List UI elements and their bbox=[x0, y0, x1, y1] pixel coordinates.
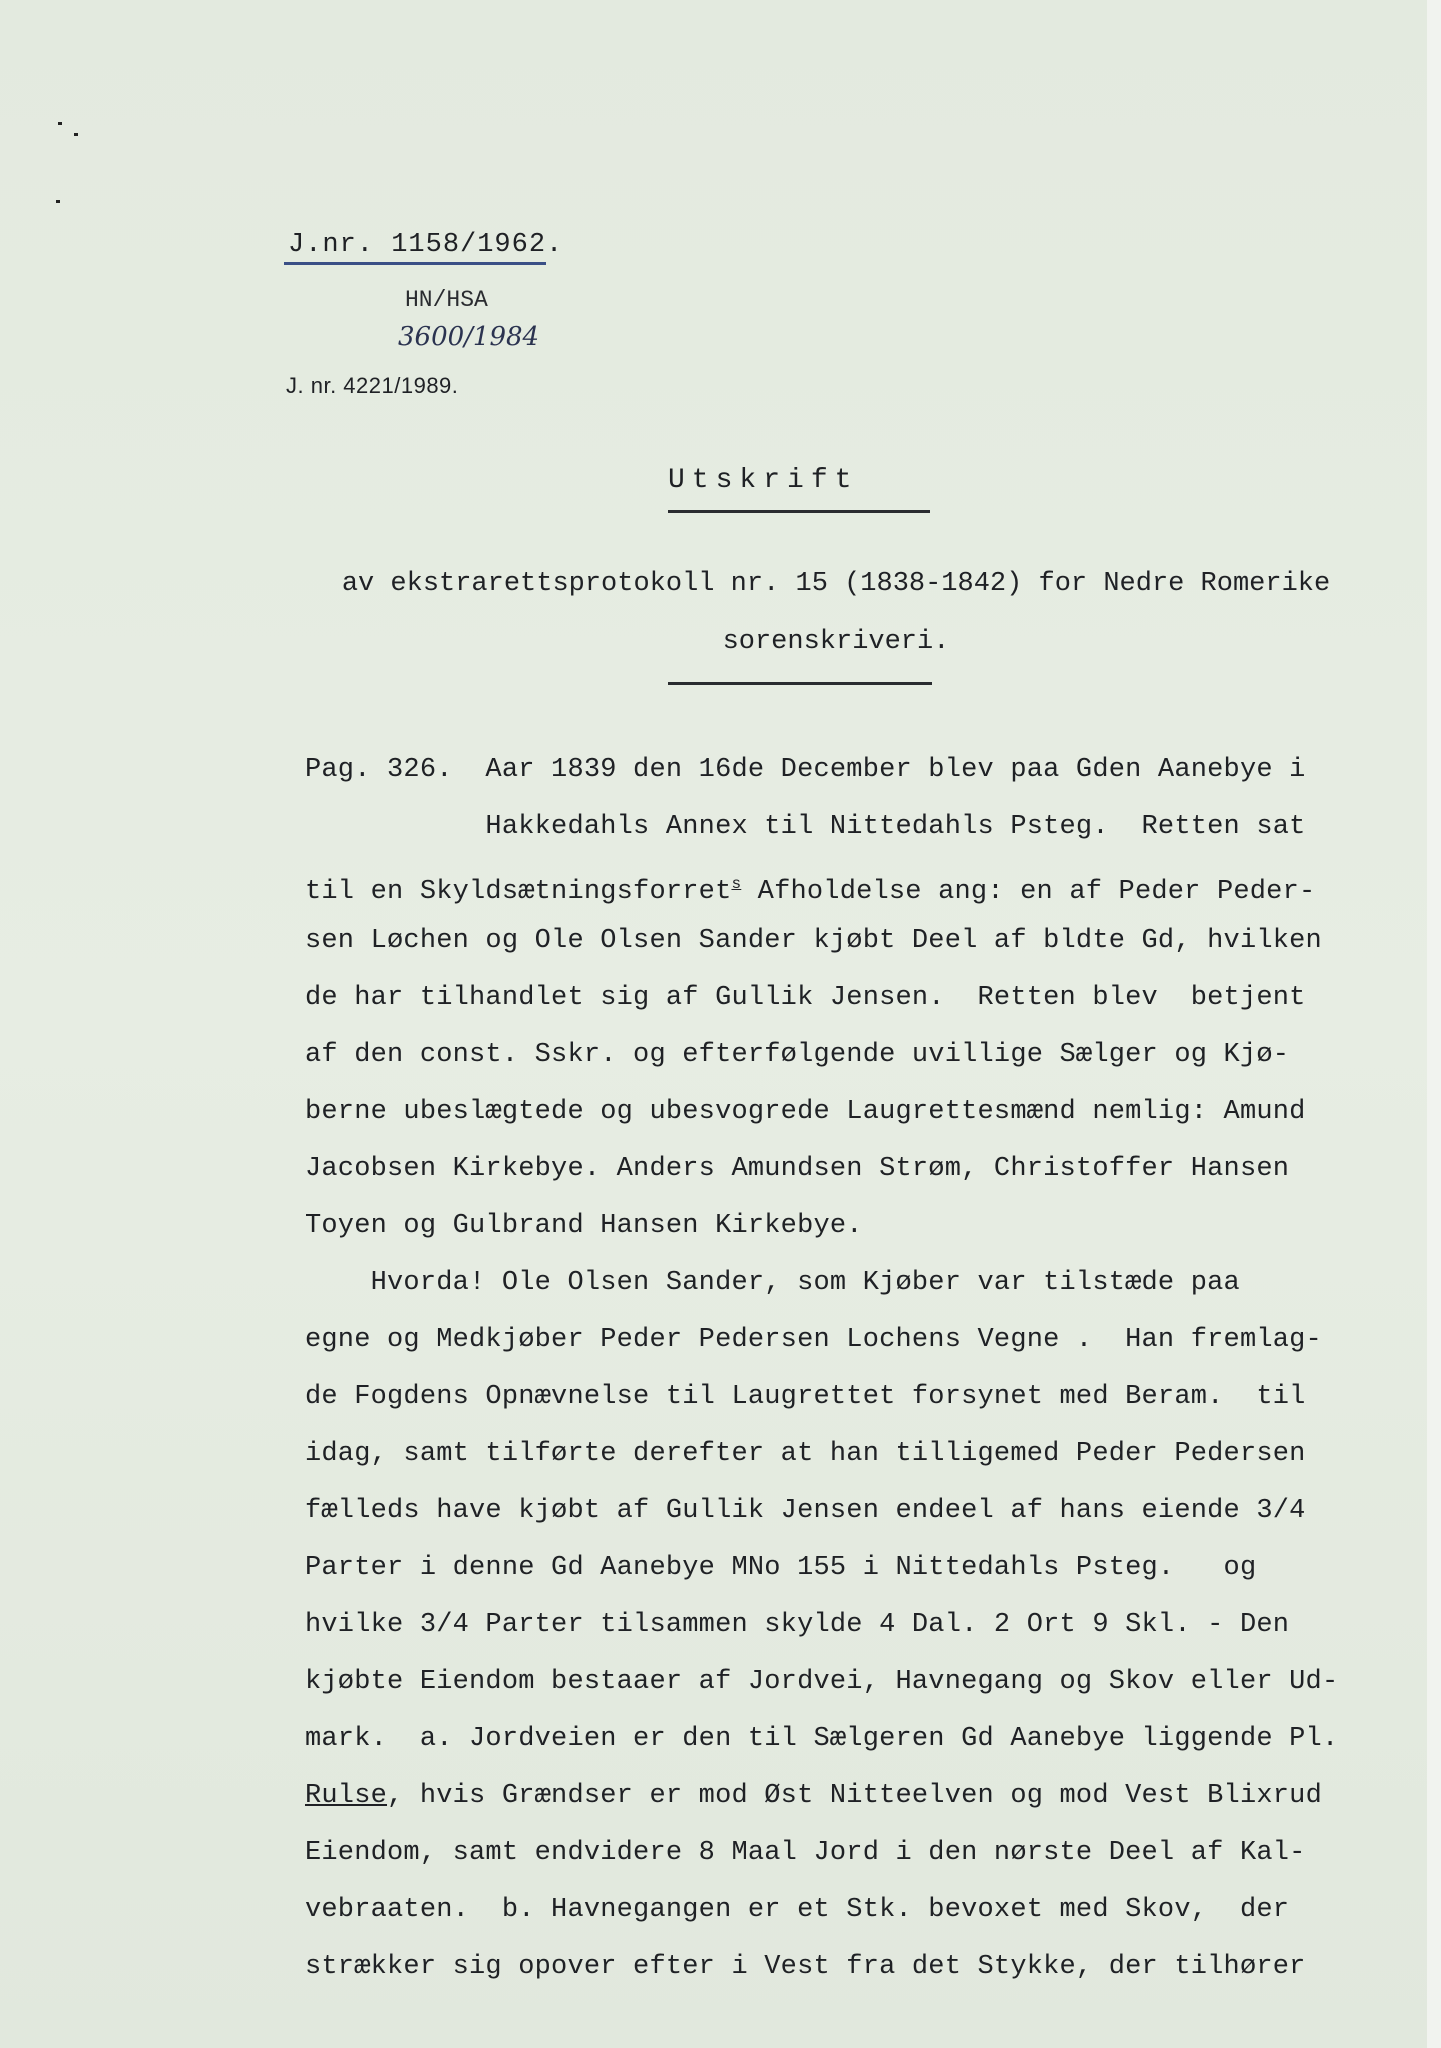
text-line: fælleds have kjøbt af Gullik Jensen endeel af hans eiende 3/4 bbox=[305, 1496, 1306, 1526]
superscript: s bbox=[731, 875, 742, 893]
handwritten-reference: 3600/1984 bbox=[398, 322, 540, 352]
text-span: til en Skyldsætningsforret bbox=[305, 877, 732, 907]
text-span: , hvis Grændser er mod Øst Nitteelven og mod Vest Blixrud bbox=[387, 1781, 1322, 1811]
text-line: af den const. Sskr. og efterfølgende uvillige Sælger og Kjø- bbox=[305, 1040, 1290, 1070]
speck-mark bbox=[58, 122, 62, 125]
text-line: Jacobsen Kirkebye. Anders Amundsen Strøm, Christoffer Hansen bbox=[305, 1154, 1290, 1184]
text-line bbox=[305, 866, 1315, 923]
subtitle bbox=[306, 555, 1366, 671]
underlined-place-name: Rulse bbox=[305, 1781, 388, 1811]
text-line: egne og Medkjøber Peder Pedersen Lochens Vegne . Han fremlag- bbox=[305, 1325, 1322, 1355]
section-separator bbox=[668, 682, 932, 685]
text-line: Hakkedahls Annex til Nittedahls Psteg. Retten sat bbox=[305, 812, 1306, 842]
text-line: Parter i denne Gd Aanebye MNo 155 i Nittedahls Psteg. og bbox=[305, 1553, 1257, 1583]
text-line: Pag. 326. Aar 1839 den 16de December blev paa Gden Aanebye i bbox=[305, 755, 1306, 785]
text-line: vebraaten. b. Havnegangen er et Stk. bevoxet med Skov, der bbox=[305, 1895, 1290, 1925]
journal-number-2: J. nr. 4221/1989. bbox=[286, 373, 459, 398]
text-line: sen Løchen og Ole Olsen Sander kjøbt Deel af bldte Gd, hvilken bbox=[305, 926, 1322, 956]
text-line: mark. a. Jordveien er den til Sælgeren Gd Aanebye liggende Pl. bbox=[305, 1724, 1339, 1754]
text-line: berne ubeslægtede og ubesvogrede Laugrettesmænd nemlig: Amund bbox=[305, 1097, 1306, 1127]
title-underline bbox=[668, 510, 930, 513]
journal-number-underline bbox=[284, 262, 546, 265]
text-line: de Fogdens Opnævnelse til Laugrettet forsynet med Beram. til bbox=[305, 1382, 1306, 1412]
journal-number: J.nr. 1158/1962. bbox=[288, 230, 564, 260]
paper-edge bbox=[1427, 0, 1441, 2048]
text-span: Afholdelse ang: en af Peder Peder- bbox=[741, 877, 1316, 907]
subtitle-line: sorenskriveri. bbox=[722, 627, 950, 657]
text-line: Eiendom, samt endvidere 8 Maal Jord i den nørste Deel af Kal- bbox=[305, 1838, 1306, 1868]
text-line: hvilke 3/4 Parter tilsammen skylde 4 Dal. 2 Ort 9 Skl. - Den bbox=[305, 1610, 1290, 1640]
text-line: Toyen og Gulbrand Hansen Kirkebye. bbox=[305, 1211, 863, 1241]
speck-mark bbox=[56, 200, 60, 203]
document-title: Utskrift bbox=[668, 465, 859, 496]
subtitle-line: av ekstrarettsprotokoll nr. 15 (1838-1842) for Nedre Romerike bbox=[341, 569, 1331, 599]
text-line bbox=[305, 1778, 1322, 1835]
initials: HN/HSA bbox=[405, 287, 488, 313]
speck-mark bbox=[74, 133, 78, 136]
text-line: strækker sig opover efter i Vest fra det Stykke, der tilhører bbox=[305, 1952, 1306, 1982]
text-line: de har tilhandlet sig af Gullik Jensen. Retten blev betjent bbox=[305, 983, 1306, 1013]
text-line: idag, samt tilførte derefter at han tilligemed Peder Pedersen bbox=[305, 1439, 1306, 1469]
text-line: kjøbte Eiendom bestaaer af Jordvei, Havnegang og Skov eller Ud- bbox=[305, 1667, 1339, 1697]
text-line: Hvorda! Ole Olsen Sander, som Kjøber var tilstæde paa bbox=[305, 1268, 1240, 1298]
